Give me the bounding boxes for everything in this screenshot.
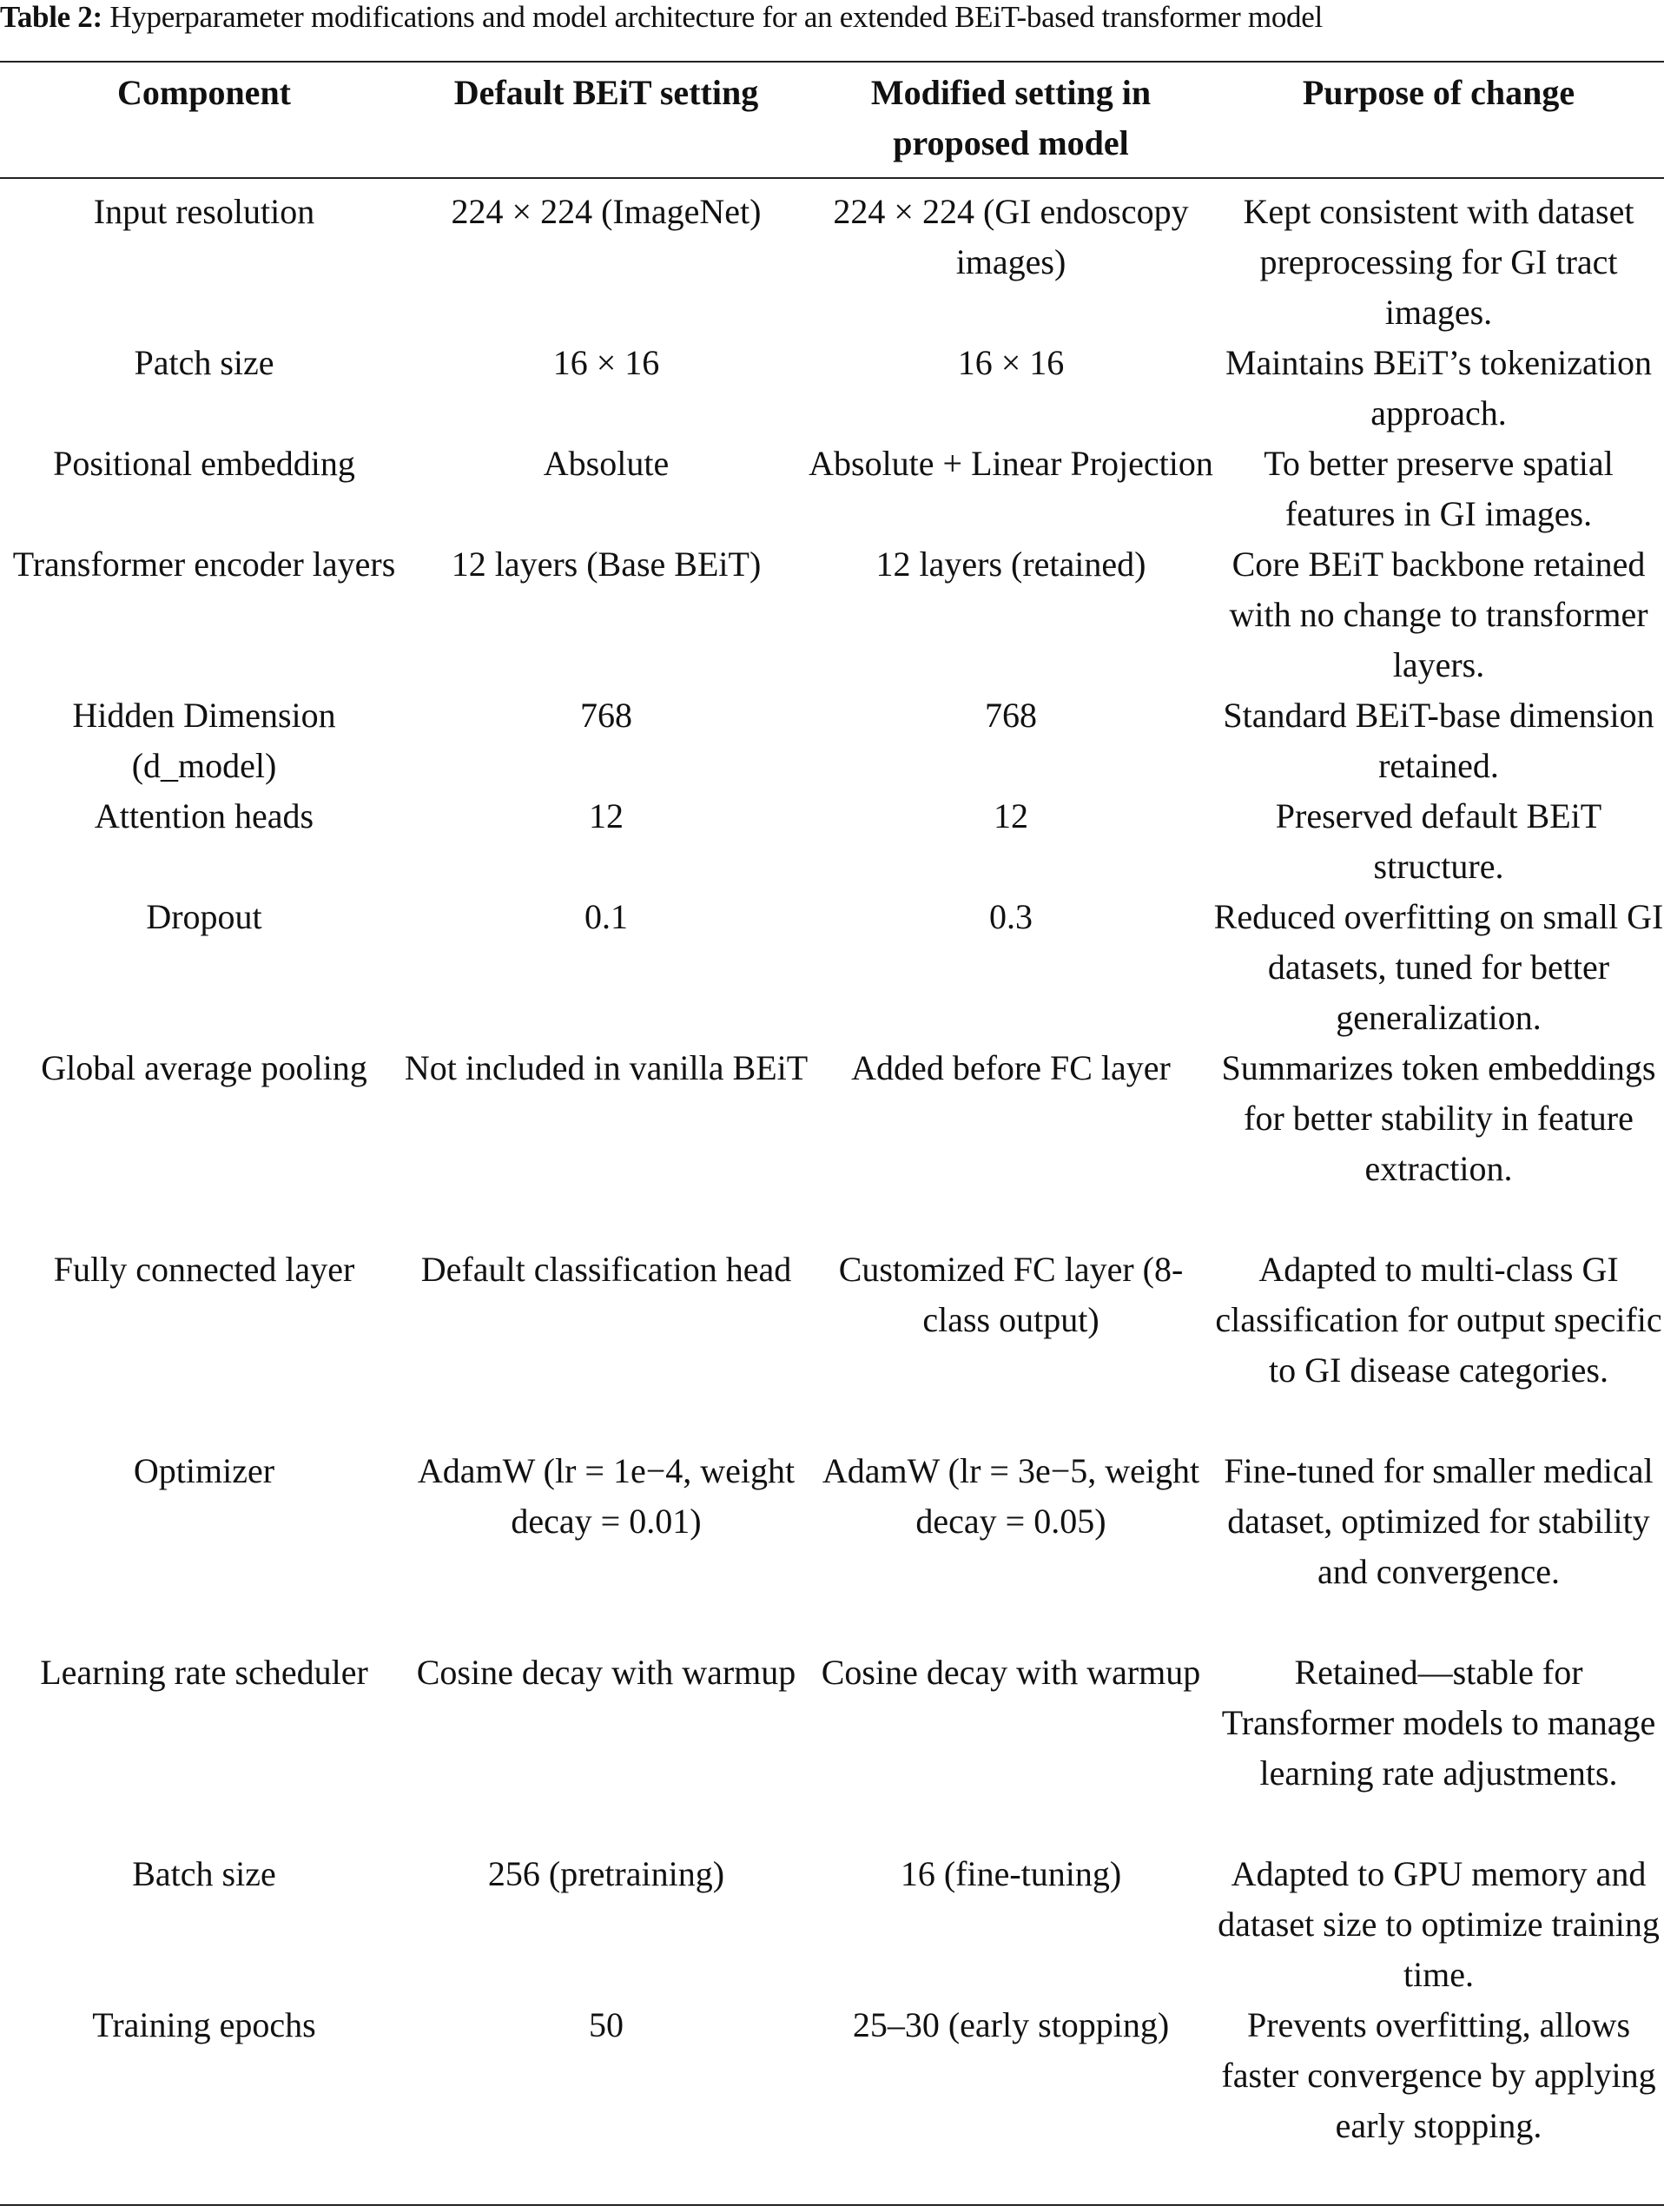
- cell-component: Batch size: [132, 1854, 276, 1893]
- bottom-rule: [0, 2204, 1664, 2206]
- header-rule: [0, 177, 1664, 179]
- cell-component: Attention heads: [94, 796, 314, 835]
- cell-modified: 768: [985, 696, 1037, 735]
- cell-modified: Absolute + Linear Projection: [809, 444, 1213, 483]
- header-component: Component: [116, 73, 292, 112]
- cell-component: Input resolution: [93, 192, 315, 231]
- cell-modified: 0.3: [989, 897, 1033, 936]
- cell-modified: Customized FC layer (8-class output): [838, 1250, 1184, 1339]
- cell-purpose: Adapted to multi-class GI classification for output specific to GI disease categories.: [1215, 1250, 1662, 1390]
- cell-component: Patch size: [134, 343, 274, 382]
- cell-component: Learning rate scheduler: [40, 1653, 368, 1692]
- cell-component: Dropout: [146, 897, 262, 936]
- cell-default: 768: [580, 696, 632, 735]
- cell-default: 50: [589, 2005, 624, 2044]
- cell-modified: 12: [994, 796, 1028, 835]
- cell-component: Fully connected layer: [53, 1250, 355, 1289]
- cell-default: Not included in vanilla BEiT: [404, 1048, 809, 1087]
- cell-purpose: Prevents overfitting, allows faster convergence by applying early stopping.: [1221, 2005, 1656, 2145]
- cell-modified: 12 layers (retained): [875, 545, 1146, 584]
- cell-purpose: Standard BEiT-base dimension retained.: [1223, 696, 1654, 785]
- caption-label: Table 2:: [0, 0, 102, 34]
- cell-modified: 16 (fine-tuning): [900, 1854, 1122, 1893]
- header-default-setting: Default BEiT setting: [453, 73, 759, 112]
- cell-component: Positional embedding: [53, 444, 355, 483]
- cell-default: 12: [589, 796, 624, 835]
- cell-purpose: To better preserve spatial features in GI images.: [1264, 444, 1614, 533]
- cell-component: Optimizer: [133, 1451, 275, 1490]
- cell-modified: 16 × 16: [957, 343, 1065, 382]
- cell-purpose: Preserved default BEiT structure.: [1275, 796, 1602, 886]
- cell-component: Transformer encoder layers: [12, 545, 396, 584]
- cell-default: Absolute: [543, 444, 670, 483]
- cell-default: Default classification head: [420, 1250, 792, 1289]
- table-caption: [0, 0, 1664, 35]
- cell-purpose: Kept consistent with dataset preprocessing for GI tract images.: [1243, 192, 1634, 332]
- cell-modified: 25–30 (early stopping): [852, 2005, 1170, 2044]
- caption-text: Hyperparameter modifications and model architecture for an extended BEiT-based transformer model: [102, 0, 1323, 34]
- cell-purpose: Reduced overfitting on small GI datasets, tuned for better generalization.: [1213, 897, 1664, 1037]
- cell-default: 16 × 16: [552, 343, 660, 382]
- cell-purpose: Retained—stable for Transformer models to manage learning rate adjustments.: [1221, 1653, 1656, 1793]
- top-rule: [0, 61, 1664, 63]
- cell-default: Cosine decay with warmup: [416, 1653, 796, 1692]
- cell-modified: Cosine decay with warmup: [821, 1653, 1201, 1692]
- cell-component: Hidden Dimension (d_model): [72, 696, 336, 785]
- cell-default: 0.1: [584, 897, 628, 936]
- cell-purpose: Core BEiT backbone retained with no change to transformer layers.: [1229, 545, 1648, 684]
- cell-purpose: Fine-tuned for smaller medical dataset, optimized for stability and convergence.: [1224, 1451, 1654, 1591]
- header-modified-setting: Modified setting in proposed model: [870, 73, 1152, 162]
- cell-modified: Added before FC layer: [851, 1048, 1171, 1087]
- cell-modified: 224 × 224 (GI endoscopy images): [833, 192, 1189, 281]
- cell-purpose: Maintains BEiT’s tokenization approach.: [1225, 343, 1653, 432]
- cell-default: 224 × 224 (ImageNet): [451, 192, 762, 231]
- cell-component: Training epochs: [92, 2005, 316, 2044]
- cell-purpose: Summarizes token embeddings for better stability in feature extraction.: [1221, 1048, 1656, 1188]
- cell-default: 256 (pretraining): [487, 1854, 725, 1893]
- cell-default: 12 layers (Base BEiT): [451, 545, 762, 584]
- cell-component: Global average pooling: [41, 1048, 367, 1087]
- cell-modified: AdamW (lr = 3e−5, weight decay = 0.05): [822, 1451, 1200, 1541]
- cell-purpose: Adapted to GPU memory and dataset size to optimize training time.: [1218, 1854, 1660, 1994]
- cell-default: AdamW (lr = 1e−4, weight decay = 0.01): [417, 1451, 796, 1541]
- header-purpose: Purpose of change: [1302, 73, 1575, 112]
